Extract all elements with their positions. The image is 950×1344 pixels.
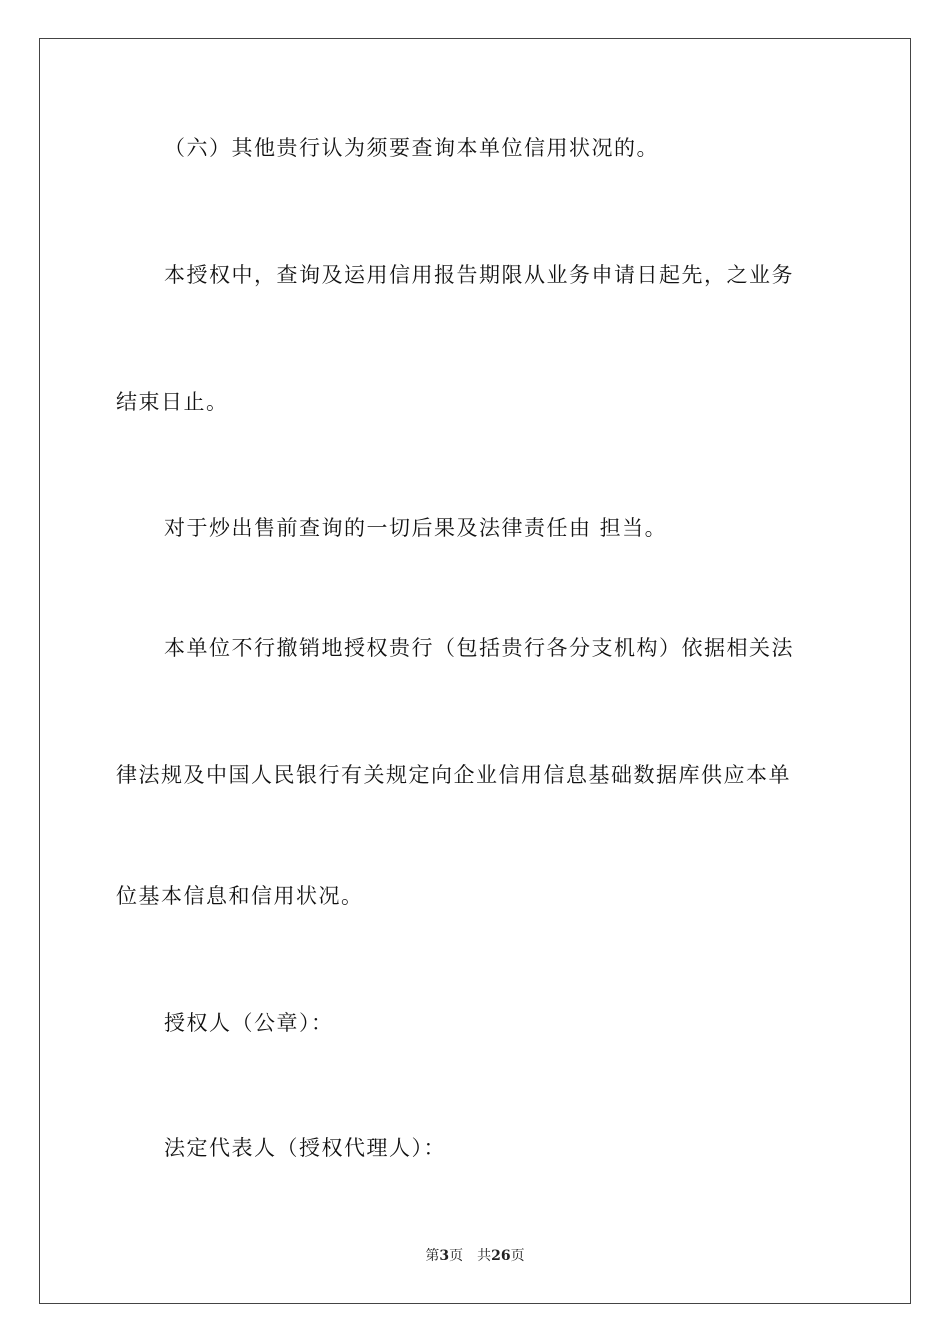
- footer-total-pages: 26: [491, 1248, 511, 1264]
- paragraph-authorization-line3: 位基本信息和信用状况。: [116, 884, 364, 908]
- footer-page-suffix: 页: [449, 1248, 464, 1264]
- footer-page-number: 3: [439, 1248, 450, 1264]
- paragraph-liability: 对于炒出售前查询的一切后果及法律责任由 担当。: [164, 516, 668, 540]
- paragraph-query-period-line1: 本授权中，查询及运用信用报告期限从业务申请日起先，之业务: [164, 263, 794, 287]
- legal-representative-label: 法定代表人（授权代理人）：: [164, 1136, 446, 1160]
- page-border: [39, 38, 911, 1304]
- paragraph-query-period-line2: 结束日止。: [116, 390, 229, 414]
- paragraph-item-six: （六）其他贵行认为须要查询本单位信用状况的。: [164, 136, 659, 160]
- paragraph-authorization-line1: 本单位不行撤销地授权贵行（包括贵行各分支机构）依据相关法: [164, 636, 794, 660]
- page-footer: [0, 1247, 950, 1265]
- paragraph-authorization-line2: 律法规及中国人民银行有关规定向企业信用信息基础数据库供应本单: [116, 763, 791, 787]
- footer-page-prefix: 第: [425, 1248, 440, 1264]
- footer-total-suffix: 页: [510, 1248, 525, 1264]
- footer-total-prefix: 共: [477, 1248, 492, 1264]
- authorizer-seal-label: 授权人（公章）：: [164, 1011, 334, 1035]
